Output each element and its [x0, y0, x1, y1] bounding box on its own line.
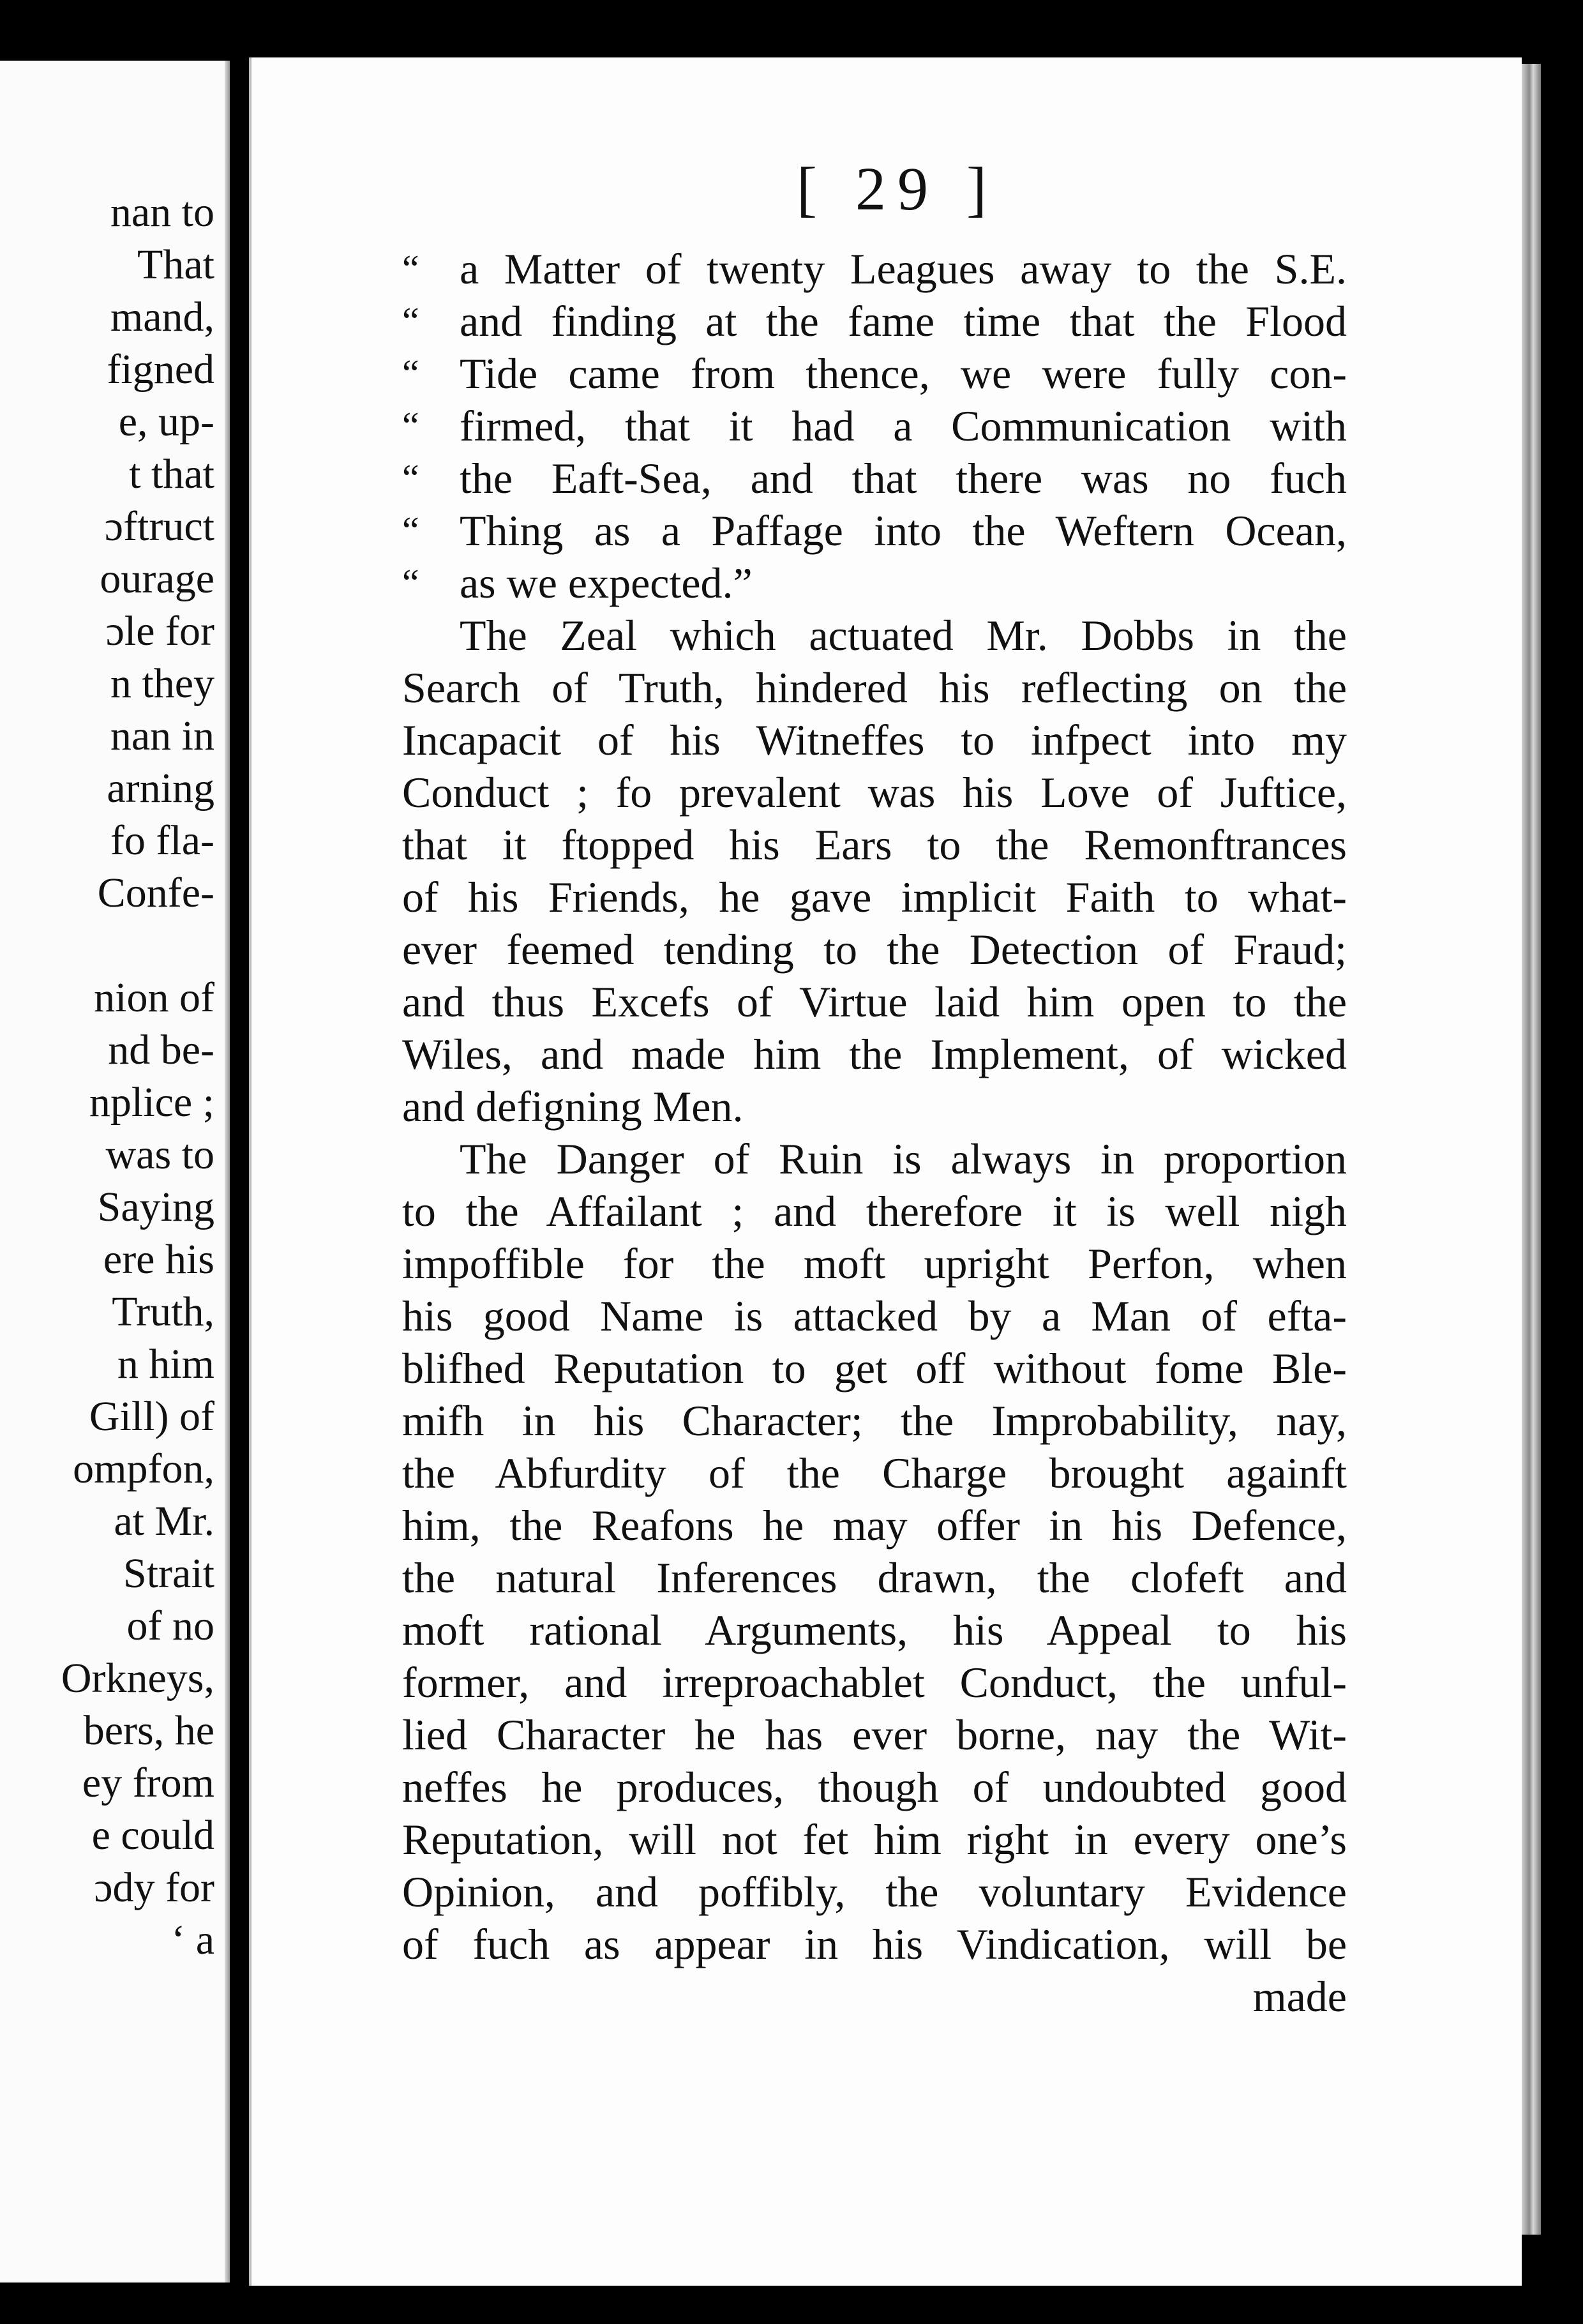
text-line: that it ftopped his Ears to the Remonftrances — [402, 820, 1347, 869]
quote-mark: “ — [402, 300, 419, 342]
quote-mark: “ — [402, 352, 419, 395]
quote-mark: “ — [402, 405, 419, 447]
quote-mark: “ — [402, 457, 419, 499]
left-page-line: e could — [91, 1812, 214, 1859]
text-line: Wiles, and made him the Implement, of wicked — [402, 1030, 1347, 1078]
text-line: Search of Truth, hindered his reflecting on the — [402, 663, 1347, 712]
left-page-line: n they — [110, 660, 214, 707]
text-line: “ firmed, that it had a Communication with — [402, 400, 1347, 452]
left-page-line: ourage — [100, 555, 214, 602]
text-line: of his Friends, he gave implicit Faith to what- — [402, 873, 1347, 921]
text-line: of fuch as appear in his Vindication, will be — [402, 1920, 1347, 1968]
text-line: former, and irreproachablet Conduct, the unful- — [402, 1658, 1347, 1707]
left-page-line: That — [137, 241, 214, 288]
text-line: the Abfurdity of the Charge brought againft — [402, 1449, 1347, 1497]
left-page-line: ey from — [82, 1760, 214, 1806]
text-line: “ the Eaft-Sea, and that there was no fuch — [402, 452, 1347, 504]
text-line: “ a Matter of twenty Leagues away to the S.E. — [402, 243, 1347, 295]
catchword: made — [1252, 1972, 1347, 2021]
left-page-line: Gill) of — [89, 1393, 214, 1440]
left-page-line: nan to — [110, 189, 214, 236]
page-fore-edge — [1522, 64, 1541, 2235]
left-page-fragment — [0, 61, 230, 2282]
text-line: to the Affailant ; and therefore it is well nigh — [402, 1187, 1347, 1235]
text-line: blifhed Reputation to get off without fome Ble- — [402, 1344, 1347, 1392]
text-line: Opinion, and poffibly, the voluntary Evidence — [402, 1867, 1347, 1916]
left-page-line: ɔftruct — [104, 503, 214, 550]
left-page-line: ɔdy for — [94, 1864, 214, 1911]
text-line: his good Name is attacked by a Man of efta- — [402, 1292, 1347, 1340]
text-line: “ and finding at the fame time that the Flood — [402, 295, 1347, 347]
quote-mark: “ — [402, 562, 419, 604]
text-line: neffes he produces, though of undoubted good — [402, 1763, 1347, 1811]
text-line: “ Thing as a Paffage into the Weftern Ocean, — [402, 504, 1347, 557]
text-line: lied Character he has ever borne, nay the Wit- — [402, 1710, 1347, 1759]
text-line: mifh in his Character; the Improbability, nay, — [402, 1396, 1347, 1445]
paragraph-start: The Danger of Ruin is always in proportion — [460, 1135, 1347, 1183]
text-line: Incapacit of his Witneffes to infpect into my — [402, 716, 1347, 764]
left-page-line: ompfon, — [73, 1445, 214, 1492]
left-page-line: of no — [126, 1603, 214, 1649]
text-line: moft rational Arguments, his Appeal to his — [402, 1606, 1347, 1654]
left-page-line: ‘ a — [171, 1917, 214, 1963]
left-page-line: Strait — [123, 1550, 214, 1597]
text-line: the natural Inferences drawn, the clofeft and — [402, 1553, 1347, 1602]
left-page-line: nan in — [110, 713, 214, 759]
text-line: “ Tide came from thence, we were fully con- — [402, 347, 1347, 400]
left-page-line: arning — [107, 765, 214, 811]
left-page-line: ere his — [103, 1236, 214, 1283]
text-line: impoffible for the moft upright Perfon, when — [402, 1239, 1347, 1288]
text-line: and thus Excefs of Virtue laid him open to the — [402, 977, 1347, 1026]
text-line: and defigning Men. — [402, 1082, 744, 1131]
left-page-line: at Mr. — [114, 1498, 214, 1544]
left-page-line: t that — [129, 451, 214, 497]
text-line: him, the Reafons he may offer in his Defence, — [402, 1501, 1347, 1550]
left-page-line: mand, — [110, 294, 214, 340]
left-page-line: nd be- — [108, 1027, 214, 1073]
left-page-line: Truth, — [112, 1288, 214, 1335]
left-page-line: Saying — [97, 1184, 214, 1230]
quote-mark: “ — [402, 509, 419, 552]
text-line: Reputation, will not fet him right in every one’s — [402, 1815, 1347, 1864]
left-page-line: bers, he — [83, 1707, 214, 1754]
page-number: [ 29 ] — [797, 155, 998, 223]
paragraph-start: The Zeal which actuated Mr. Dobbs in the — [460, 611, 1347, 660]
left-page-line: ɔle for — [105, 608, 214, 654]
text-line: ever feemed tending to the Detection of Fraud; — [402, 925, 1347, 974]
left-page-line: figned — [107, 346, 214, 393]
left-page-line: e, up- — [118, 398, 214, 445]
left-page-line: nion of — [94, 974, 214, 1021]
left-page-line: fo fla- — [110, 817, 214, 864]
quote-mark: “ — [402, 248, 419, 290]
text-line: “ as we expected.” — [402, 557, 1347, 609]
page-gutter — [225, 61, 230, 2282]
left-page-line: n him — [117, 1341, 214, 1387]
left-page-line: Confe- — [97, 870, 214, 916]
left-page-line: nplice ; — [89, 1079, 214, 1126]
body-text — [402, 243, 1347, 2023]
text-line: Conduct ; fo prevalent was his Love of Juftice, — [402, 768, 1347, 817]
left-page-line: Orkneys, — [61, 1655, 214, 1701]
left-page-line: was to — [105, 1131, 214, 1178]
